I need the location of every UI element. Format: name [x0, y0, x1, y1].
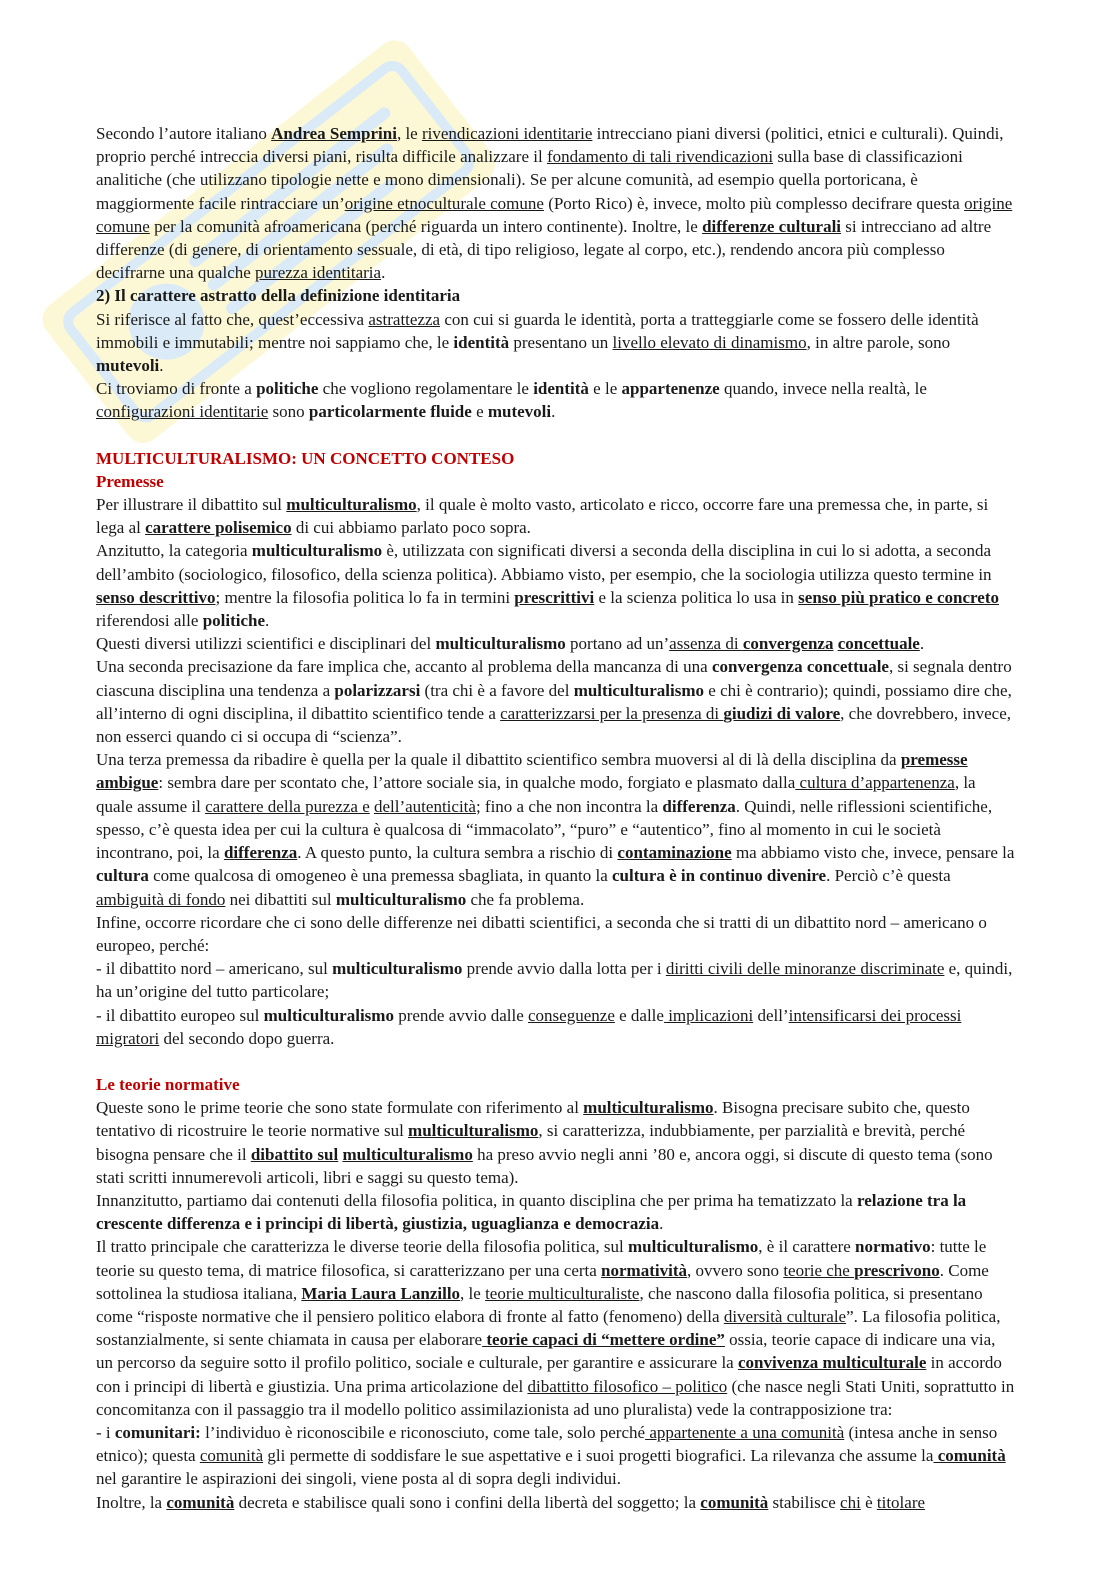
text-run: (intesa anche in senso etnico); questa — [96, 1422, 998, 1466]
underlined-text — [798, 588, 999, 607]
bold-text — [435, 634, 565, 653]
underlined-text — [166, 1493, 234, 1512]
underlined-text — [514, 588, 594, 607]
text-run: dibattitto filosofico – politico — [527, 1376, 728, 1396]
text-run: Premesse — [96, 471, 164, 491]
text-run: che vogliono regolamentare le — [318, 379, 534, 399]
underlined-text — [422, 124, 592, 143]
text-run: MULTICULTURALISMO: UN CONCETTO CONTESO — [96, 448, 515, 468]
text-run: multiculturalismo — [435, 634, 566, 654]
underlined-text — [528, 1006, 615, 1025]
bold-text — [453, 333, 509, 352]
text-run: concettuale — [837, 634, 920, 654]
bold-text — [628, 1237, 758, 1256]
text-run: - i — [96, 1422, 115, 1442]
bold-text — [622, 379, 720, 398]
text-run: multiculturalismo — [342, 1144, 473, 1164]
text-run: e — [471, 402, 488, 422]
bold-text — [271, 124, 397, 143]
text-run: che fa problema. — [466, 889, 585, 909]
bold-text — [662, 797, 735, 816]
text-run: . Come sottolinea la studiosa italiana, — [96, 1260, 989, 1303]
underlined-text — [933, 1446, 1005, 1465]
text-run: ma abbiamo visto che, invece, pensare la — [731, 843, 1015, 863]
underlined-text — [301, 1284, 460, 1303]
text-run: Anzitutto, la categoria — [96, 541, 252, 561]
text-run: rivendicazioni identitarie — [421, 124, 593, 143]
text-run: assenza di — [669, 634, 743, 654]
text-run: Una terza premessa da ribadire è quella per la quale il dibattito scientifico sembra muoversi al di là della disciplina da — [96, 750, 901, 770]
underlined-text — [255, 263, 381, 282]
text-run: dell’ — [753, 1005, 789, 1025]
text-run: . A questo punto, la cultura sembra a rischio di — [297, 843, 618, 863]
paragraph — [96, 1189, 1016, 1235]
text-run: caratterizzarsi per la presenza di — [500, 703, 724, 723]
text-run: multiculturalismo — [573, 680, 705, 700]
underlined-text — [96, 588, 215, 607]
text-run: . Perciò c’è questa — [826, 866, 951, 886]
bold-text — [408, 1121, 538, 1140]
underlined-text — [664, 1006, 753, 1025]
text-run: decreta e stabilisce quali sono i confini della libertà del soggetto; la — [234, 1492, 701, 1512]
text-run: comunità — [933, 1446, 1006, 1466]
paragraph — [96, 122, 1016, 284]
text-run: Queste sono le prime teorie che sono state formulate con riferimento al — [96, 1098, 584, 1118]
text-run: teorie multiculturaliste — [485, 1283, 640, 1303]
text-run: presentano un — [509, 332, 613, 352]
underlined-text — [271, 124, 397, 143]
text-run: multiculturalismo — [263, 1005, 394, 1025]
underlined-text — [702, 217, 841, 236]
underlined-text — [854, 1261, 940, 1280]
text-run: conseguenze — [528, 1005, 615, 1025]
text-run: teorie capaci di “mettere ordine” — [482, 1330, 725, 1350]
underlined-text — [838, 634, 920, 653]
text-run: comunitari: — [114, 1422, 201, 1442]
text-run: Si riferisce al fatto che, quest’eccessiva — [96, 309, 369, 329]
text-run: prende avvio dalle — [393, 1005, 529, 1025]
paragraph — [96, 911, 1016, 957]
text-run: origine etnoculturale comune — [344, 193, 544, 213]
bold-text — [336, 890, 466, 909]
underlined-text — [743, 634, 834, 653]
text-run: politiche — [256, 379, 319, 399]
bold-text — [96, 588, 215, 607]
bold-text — [145, 518, 291, 537]
bold-text — [224, 843, 297, 862]
text-run: Innanzitutto, partiamo dai contenuti della filosofia politica, in quanto disciplina che per prima ha tematizzato la — [96, 1190, 857, 1210]
text-run: , ovvero sono — [686, 1260, 784, 1280]
underlined-text — [666, 959, 945, 978]
text-run: (Porto Rico) è, invece, molto più complesso decifrare questa — [543, 193, 965, 213]
text-run: sono — [268, 402, 309, 422]
text-run: (tra chi è a favore del — [420, 680, 574, 700]
underlined-text — [795, 773, 955, 792]
bold-text — [738, 1353, 926, 1372]
bold-text — [264, 1006, 394, 1025]
text-run: nei dibattiti sul — [225, 889, 336, 909]
text-run: Andrea Semprini — [271, 124, 397, 143]
underlined-text — [342, 1145, 472, 1164]
underlined-text — [583, 1098, 713, 1117]
text-run: differenza — [662, 796, 736, 816]
text-run: e la scienza politica lo usa in — [594, 587, 799, 607]
text-run: e dalle — [614, 1005, 664, 1025]
text-run: prende avvio dalla lotta per i — [462, 959, 666, 979]
bold-text — [252, 541, 382, 560]
text-run: stabilisce — [768, 1492, 841, 1512]
text-run: intrecciano piani diversi (politici, etnici e culturali). Quindi, proprio perché intreccia diversi piani, risulta difficile analizzare il — [96, 124, 1004, 167]
underlined-text — [224, 843, 297, 862]
text-run: . Quindi, nelle riflessioni scientifiche, spesso, c’è questa idea per cui la cultura è qualcosa di “immacolato”, “puro” e “autentico”, fino al momento in cui le società incontrano, poi, la — [96, 796, 993, 863]
underlined-text — [645, 1423, 844, 1442]
text-run: comunità — [199, 1446, 264, 1466]
underlined-text — [527, 1377, 727, 1396]
underlined-text — [840, 1493, 861, 1512]
text-run: polarizzarsi — [334, 680, 421, 700]
underlined-text — [617, 843, 731, 862]
bold-text — [854, 1261, 940, 1280]
bold-text — [488, 402, 551, 421]
bold-text — [166, 1493, 234, 1512]
text-run: relazione tra la crescente differenza e i principi di libertà, giustizia, uguaglianza e democrazia — [96, 1190, 967, 1234]
text-run: , le — [460, 1283, 486, 1303]
bold-text — [855, 1237, 931, 1256]
bold-text — [203, 611, 265, 630]
text-run: Le teorie normative — [96, 1074, 240, 1094]
bold-text — [933, 1446, 1005, 1465]
text-run: , che nascono dalla filosofia politica, si presentano come “risposte normative che il pensiero politico elabora di fronte al fatto (fenomeno) della — [96, 1283, 983, 1326]
paragraph — [96, 1421, 1016, 1491]
text-run: convivenza multiculturale — [737, 1353, 927, 1373]
bold-text — [334, 681, 420, 700]
paragraph-gap — [96, 424, 1016, 447]
text-run: dibattito sul — [250, 1144, 339, 1164]
underlined-text — [547, 147, 773, 166]
bold-text — [601, 1261, 687, 1280]
text-run: . — [381, 263, 386, 283]
text-run: in accordo con i principi di libertà e giustizia. Una prima articolazione del — [96, 1353, 1002, 1396]
text-run: titolare — [876, 1492, 926, 1512]
text-run: Secondo l’autore italiano — [96, 124, 272, 143]
text-run: Inoltre, la — [96, 1492, 167, 1512]
text-run: prescrivono — [854, 1260, 940, 1280]
text-run: livello elevato di dinamismo — [612, 332, 807, 352]
text-run: ; mentre la filosofia politica lo fa in termini — [215, 587, 515, 607]
text-run: identità — [533, 379, 589, 399]
text-run: senso descrittivo — [96, 587, 216, 607]
underlined-text — [408, 1121, 538, 1140]
text-run: diversità culturale — [723, 1306, 847, 1326]
text-run: Una seconda precisazione da fare implica che, accanto al problema della mancanza di una — [96, 657, 712, 677]
bold-text — [332, 959, 462, 978]
underlined-text — [613, 333, 807, 352]
bold-text — [256, 379, 318, 398]
text-run: riferendosi alle — [96, 611, 203, 631]
text-run: astrattezza — [368, 309, 441, 329]
underlined-text — [601, 1261, 687, 1280]
paragraph — [96, 1491, 1016, 1514]
bold-text — [482, 1330, 725, 1349]
bold-text — [96, 356, 159, 375]
text-run: comunità — [166, 1492, 235, 1512]
underlined-text — [374, 797, 476, 816]
text-run: è — [860, 1492, 877, 1512]
section-heading — [96, 447, 1016, 470]
text-run: sulla base di classificazioni analitiche (che utilizzano tipologie nette e mono dimensionali). Se per alcune comunità, ad esempio quella portoricana, è maggiormente facile rintracciare un’ — [96, 147, 963, 213]
underlined-text — [877, 1493, 925, 1512]
text-run: contaminazione — [617, 843, 732, 863]
bold-text — [838, 634, 920, 653]
underlined-text — [200, 1446, 263, 1465]
text-run: ha preso avvio negli anni ’80 e, ancora oggi, si discute di questo tema (sono stati scritti innumerevoli articoli, libri e saggi su questo tema). — [96, 1144, 993, 1187]
subsection-heading — [96, 284, 1016, 307]
text-run: cultura d’appartenenza — [795, 773, 955, 793]
text-run: configurazioni identitarie — [96, 402, 269, 422]
bold-text — [612, 866, 826, 885]
text-run: e le — [588, 379, 622, 399]
text-run: : sembra dare per scontato che, l’attore sociale sia, in qualche modo, forgiato e plasmato dalla — [158, 773, 796, 793]
text-run: , il quale è molto vasto, articolato e ricco, occorre fare una premessa che, in parte, si lega al — [96, 495, 989, 538]
bold-text — [301, 1284, 460, 1303]
bold-text — [723, 704, 840, 723]
text-run: mutevoli — [96, 356, 160, 376]
text-run: multiculturalismo — [583, 1098, 714, 1118]
text-run: Infine, occorre ricordare che ci sono delle differenze nei dibatti scientifici, a seconda che si tratti di un dibattito nord – americano o europeo, perché: — [96, 912, 987, 955]
text-run: Maria Laura Lanzillo — [301, 1283, 461, 1303]
underlined-text — [485, 1284, 639, 1303]
paragraph — [96, 748, 1016, 910]
text-run: differenze culturali — [702, 216, 842, 236]
text-run: implicazioni — [663, 1005, 754, 1025]
text-run: e chi è contrario); quindi, possiamo dire che, all’interno di ogni disciplina, il dibattito scientifico tende a — [96, 680, 1012, 723]
text-run: , la quale assume il — [96, 773, 976, 816]
text-run: multiculturalismo — [408, 1121, 539, 1141]
text-run: carattere della purezza e — [205, 796, 370, 816]
underlined-text — [723, 704, 840, 723]
paragraph-gap — [96, 1050, 1016, 1073]
underlined-text — [700, 1493, 768, 1512]
underlined-text — [286, 495, 416, 514]
text-run: prescrittivi — [514, 587, 595, 607]
text-run: differenza — [223, 843, 298, 863]
text-run: particolarmente fluide — [308, 402, 472, 422]
underlined-text — [669, 634, 743, 653]
text-run: multiculturalismo — [251, 541, 383, 561]
text-run: normatività — [601, 1260, 687, 1280]
text-run: 2) Il carattere astratto della definizione identitaria — [96, 286, 461, 306]
text-run: . — [659, 1214, 664, 1234]
bold-text — [309, 402, 472, 421]
bold-text — [583, 1098, 713, 1117]
paragraph — [96, 308, 1016, 378]
text-run: (che nasce negli Stati Uniti, soprattutto in concomitanza con il passaggio tra il modello politico assimilazionista ad uno pluralista) vede la contrapposizione tra: — [96, 1376, 1015, 1419]
text-run: del secondo dopo guerra. — [159, 1028, 335, 1048]
underlined-text — [738, 1353, 926, 1372]
text-run: appartenente a una comunità — [645, 1422, 845, 1442]
text-run: cultura è in continuo divenire — [612, 866, 827, 886]
paragraph — [96, 1096, 1016, 1189]
bold-text — [251, 1145, 338, 1164]
underlined-text — [482, 1330, 725, 1349]
text-run: . — [265, 611, 270, 631]
text-run: portano ad un’ — [565, 634, 670, 654]
text-run: premesse ambigue — [96, 750, 968, 793]
text-run: multiculturalismo — [335, 889, 467, 909]
bold-text — [514, 588, 594, 607]
paragraph — [96, 632, 1016, 655]
text-run: nel garantire le aspirazioni dei singoli, viene posta al di sopra degli individui. — [96, 1469, 621, 1489]
text-run: ”. La filosofia politica, sostanzialmente, si sente chiamata in causa per elaborare — [96, 1306, 1001, 1350]
text-run: - il dibattito europeo sul — [96, 1005, 264, 1025]
text-run: è, utilizzata con significati diversi a seconda della disciplina in cui lo si adotta, a seconda dell’ambito (sociologico, filosofico, della scienza politica). Abbiamo visto, per esempio, che la sociologia utilizza questo termine in — [96, 541, 992, 584]
underlined-text — [96, 890, 225, 909]
text-run: ossia, teorie capace di indicare una via, un percorso da seguire sotto il profilo politico, sociale e culturale, per garantire e assicurare la — [96, 1330, 996, 1373]
bold-text — [743, 634, 834, 653]
underlined-text — [368, 310, 440, 329]
underlined-text — [724, 1307, 846, 1326]
text-run: ; fino a che non incontra la — [475, 796, 663, 816]
bold-text — [96, 866, 149, 885]
bold-text — [115, 1423, 201, 1442]
text-run: quando, invece nella realtà, le — [719, 379, 927, 399]
text-run: normativo — [855, 1237, 931, 1257]
text-run: cultura — [96, 866, 149, 886]
underlined-text — [205, 797, 370, 816]
text-run: si intrecciano ad altre differenze (di genere, di orientamento sessuale, di età, di tipo religioso, legate al corpo, etc.), rendendo ancora più complesso decifrarne una qualche — [96, 216, 992, 283]
text-run: convergenza concettuale — [711, 657, 889, 677]
paragraph — [96, 539, 1016, 632]
text-run: intensificarsi dei processi migratori — [96, 1005, 962, 1048]
text-run: , le — [396, 124, 422, 143]
paragraph — [96, 493, 1016, 539]
text-run: fondamento di tali rivendicazioni — [546, 147, 774, 167]
text-run: , che dovrebbero, invece, non esserci quando ci si occupa di “scienza”. — [96, 703, 1012, 747]
text-run: purezza identitaria — [255, 263, 382, 283]
text-run: con cui si guarda le identità, porta a tratteggiarle come se fossero delle identità immobili e immutabili; mentre noi sappiamo che, le — [96, 309, 979, 352]
text-run: politiche — [202, 611, 266, 631]
text-run: - il dibattito nord – americano, sul — [96, 959, 333, 979]
text-run: mutevoli — [487, 402, 552, 422]
text-run: chi — [840, 1492, 861, 1512]
text-run: come qualcosa di omogeneo è una premessa sbagliata, in quanto la — [148, 866, 612, 886]
text-run: . — [919, 634, 925, 654]
text-run: , in altre parole, sono — [806, 332, 951, 352]
text-run: multiculturalismo — [332, 959, 463, 979]
bold-text — [533, 379, 589, 398]
text-run: , si caratterizza, indubbiamente, per parzialità e brevità, perché bisogna pensare che il — [96, 1121, 966, 1164]
text-run: convergenza — [742, 634, 834, 654]
text-run: comunità — [700, 1492, 769, 1512]
paragraph — [96, 1235, 1016, 1421]
text-run: dell’autenticità — [373, 796, 476, 816]
text-run: identità — [453, 332, 510, 352]
underlined-text — [96, 402, 268, 421]
underlined-text — [251, 1145, 338, 1164]
text-run: senso più pratico e concreto — [798, 587, 1000, 607]
paragraph — [96, 957, 1016, 1003]
text-run: Per illustrare il dibattito sul — [96, 495, 287, 515]
bold-text — [574, 681, 704, 700]
bold-text — [286, 495, 416, 514]
section-heading — [96, 470, 1016, 493]
text-run: Questi diversi utilizzi scientifici e disciplinari del — [96, 634, 436, 654]
text-run: teorie che — [783, 1260, 855, 1280]
text-run: . — [551, 402, 556, 422]
text-run: . — [159, 356, 164, 376]
text-run: . Bisogna precisare subito che, questo tentativo di ricostruire le teorie normative sul — [96, 1098, 970, 1141]
bold-text — [617, 843, 731, 862]
text-run: , è il carattere — [758, 1237, 856, 1257]
text-run: ambiguità di fondo — [96, 889, 226, 909]
paragraph — [96, 1004, 1016, 1050]
text-run: diritti civili delle minoranze discriminate — [665, 959, 945, 979]
text-run: appartenenze — [621, 379, 720, 399]
bold-text — [712, 657, 889, 676]
text-run: multiculturalismo — [286, 495, 417, 515]
document-page — [96, 122, 1016, 1514]
underlined-text — [783, 1261, 854, 1280]
text-run: l’individuo è riconoscibile e riconosciuto, come tale, solo perché — [200, 1422, 646, 1442]
text-run: Ci troviamo di fronte a — [96, 379, 257, 399]
text-run: carattere polisemico — [145, 518, 292, 538]
text-run: per la comunità afroamericana (perché riguarda un intero continente). Inoltre, le — [149, 216, 703, 236]
underlined-text — [145, 518, 291, 537]
underlined-text — [500, 704, 723, 723]
text-run: : tutte le teorie su questo tema, di matrice filosofica, si caratterizzano per una certa — [96, 1237, 987, 1280]
bold-text — [702, 217, 841, 236]
text-run: di cui abbiamo parlato poco sopra. — [291, 518, 531, 538]
text-run: gli permette di soddisfare le sue aspettative e i suoi progetti biografici. La rilevanza che assume la — [263, 1446, 934, 1466]
text-run: e, quindi, ha un’origine del tutto particolare; — [96, 959, 1013, 1002]
underlined-text — [345, 194, 544, 213]
bold-text — [342, 1145, 472, 1164]
bold-text — [798, 588, 999, 607]
text-run: Il tratto principale che caratterizza le diverse teorie della filosofia politica, sul — [96, 1237, 628, 1257]
text-run: giudizi di valore — [723, 703, 841, 723]
text-run: multiculturalismo — [627, 1237, 759, 1257]
text-run: origine comune — [96, 193, 1013, 236]
text-run: , si segnala dentro ciascuna disciplina una tendenza a — [96, 657, 1012, 700]
bold-text — [700, 1493, 768, 1512]
section-heading — [96, 1073, 1016, 1096]
paragraph — [96, 655, 1016, 748]
paragraph — [96, 377, 1016, 423]
